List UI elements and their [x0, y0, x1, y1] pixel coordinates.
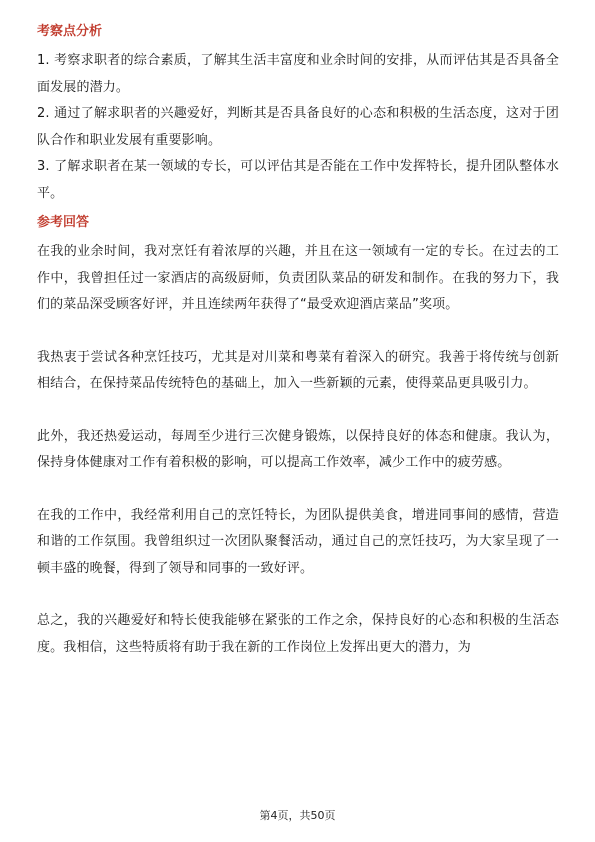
section-title-analysis: 考察点分析 [37, 24, 103, 39]
analysis-item-2: 2. 通过了解求职者的兴趣爱好，判断其是否具备良好的心态和积极的生活态度，这对于团队合作和职业发展有重要影响。 [37, 106, 559, 148]
document-page [37, 22, 559, 661]
answer-paragraph-2: 我热衷于尝试各种烹饪技巧，尤其是对川菜和粤菜有着深入的研究。我善于将传统与创新相结合，在保持菜品传统特色的基础上，加入一些新颖的元素，使得菜品更具吸引力。 [37, 349, 559, 391]
answer-paragraph-3: 此外，我还热爱运动，每周至少进行三次健身锻炼，以保持良好的体态和健康。我认为，保持身体健康对工作有着积极的影响，可以提高工作效率，减少工作中的疲劳感。 [37, 428, 559, 470]
analysis-item-1: 1. 考察求职者的综合素质，了解其生活丰富度和业余时间的安排，从而评估其是否具备全面发展的潜力。 [37, 53, 559, 95]
page-number-footer: 第4页，共50页 [259, 809, 336, 822]
answer-paragraph-5: 总之，我的兴趣爱好和特长使我能够在紧张的工作之余，保持良好的心态和积极的生活态度。我相信，这些特质将有助于我在新的工作岗位上发挥出更大的潜力，为 [37, 613, 559, 655]
section-title-answer: 参考回答 [37, 215, 90, 230]
answer-paragraph-4: 在我的工作中，我经常利用自己的烹饪特长，为团队提供美食，增进同事间的感情，营造和谐的工作氛围。我曾组织过一次团队聚餐活动，通过自己的烹饪技巧，为大家呈现了一顿丰盛的晚餐，得到了领导和同事的一致好评。 [37, 507, 559, 576]
answer-paragraph-1: 在我的业余时间，我对烹饪有着浓厚的兴趣，并且在这一领域有一定的专长。在过去的工作中，我曾担任过一家酒店的高级厨师，负责团队菜品的研发和制作。在我的努力下，我们的菜品深受顾客好评，并且连续两年获得了“最受欢迎酒店菜品”奖项。 [37, 244, 559, 312]
analysis-item-3: 3. 了解求职者在某一领域的专长，可以评估其是否能在工作中发挥特长，提升团队整体水平。 [37, 159, 559, 201]
